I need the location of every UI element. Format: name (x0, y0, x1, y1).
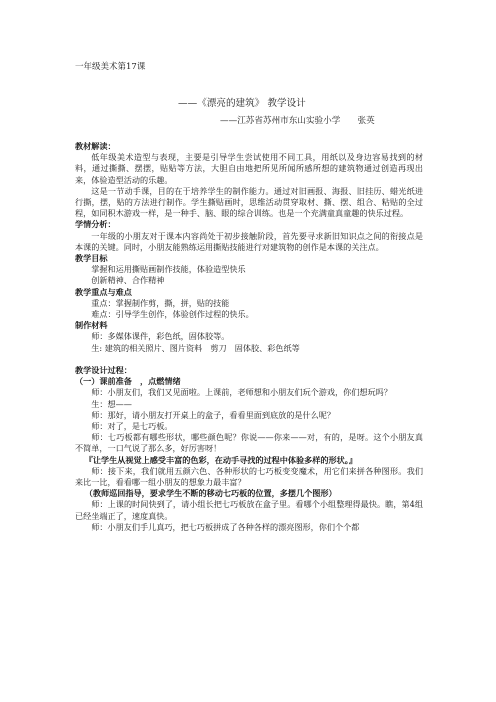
document-title: ——《漂亮的建筑》 教学设计 (178, 98, 306, 109)
heading-process: 教学设计过程： (75, 365, 132, 376)
list-item: 掌握和运用撕贴画制作技能，体验造型快乐 (91, 264, 246, 275)
course-line: 一年级美术第17课 (75, 62, 146, 72)
list-item: 难点：引导学生创作，体验创作过程的快乐。 (91, 309, 254, 320)
heading-materials: 制作材料 (75, 320, 108, 331)
spacer (75, 354, 423, 365)
heading-focus: 教学重点与难点 (75, 286, 132, 297)
dialogue-line: 师：上课的时间快到了，请小组长把七巧板放在盒子里。看哪个小组整理得最快。瞧，第4组已经坐端正了，速度真快。 (75, 499, 423, 521)
dialogue-line: 生：想—— (91, 398, 132, 409)
paragraph: 一年级的小朋友对于课本内容尚处于初步接触阶段，首先要寻求新旧知识点之间的衔接点是本课的关键。同时，小朋友能熟练运用撕贴技能进行对建筑物的创作是本课的关注点。 (75, 230, 423, 252)
list-item: 生: 建筑的相关照片、图片资料 剪刀 固体胶、彩色纸等 (91, 342, 300, 353)
heading-textbook: 教材解读： (75, 141, 116, 151)
heading-students: 学情分析： (75, 219, 116, 230)
list-item: 创新精神、合作精神 (91, 275, 165, 286)
heading-step-1: （一）课前准备 ，点燃情绪 (75, 376, 181, 387)
dialogue-line: 师：小朋友们，我们又见面啦。上课前，老师想和小朋友们玩个游戏，你们想玩吗？ (91, 387, 392, 398)
dialogue-line: 师：小朋友们手儿真巧，把七巧板拼成了各种各样的漂亮图形，你们个个都 (91, 521, 360, 532)
dialogue-line: 师：七巧板都有哪些形状，哪些颜色呢？你说——你来——对，有的，是呀。这个小朋友真不简单，一口气说了那么多，好厉害呀！ (75, 432, 423, 454)
list-item: 重点：掌握制作剪，撕，拼，贴的技能 (91, 297, 230, 308)
dialogue-line: 师：那好，请小朋友打开桌上的盒子，看看里面到底放的是什么呢？ (91, 409, 336, 420)
author-line: ——江苏省苏州市东山实验小学 张英 (220, 116, 375, 126)
list-item: 师：多媒体课件，彩色纸，固体胶等。 (91, 331, 230, 342)
document-body (75, 141, 423, 533)
heading-goals: 教学目标 (75, 253, 108, 264)
teaching-note: （教师巡回指导，要求学生不断的移动七巧板的位置，多摆几个图形） (84, 488, 337, 499)
paragraph: 低年级美术造型与表现，主要是引导学生尝试使用不同工具，用纸以及身边容易找到的材料，通过撕撕、摆摆，贴贴等方法，大胆自由地把所见所闻所感所想的建筑物通过创造再现出来，体验造型活动的乐趣。 (75, 152, 423, 185)
teaching-note: 『让学生从视觉上感受丰富的色彩，在动手寻找的过程中体验多样的形状。』 (84, 454, 357, 465)
dialogue-line: 师：接下来，我们就用五颜六色、各种形状的七巧板变变魔术，用它们来拼各种图形。我们来比一比，看看哪一组小朋友的想象力最丰富？ (75, 465, 423, 488)
paragraph: 这是一节动手课，目的在于培养学生的制作能力。通过对旧画报、海报、旧挂历、蜡光纸进行撕，摆，贴的方法进行制作。学生撕贴画时，思维活动贯穿取材、撕、摆、组合、粘贴的全过程，如同积木游戏一样，是一种手、脑、眼的综合训练。也是一个充满童真童趣的快乐过程。 (75, 185, 423, 219)
dialogue-line: 师：对了，是七巧板。 (91, 421, 173, 432)
